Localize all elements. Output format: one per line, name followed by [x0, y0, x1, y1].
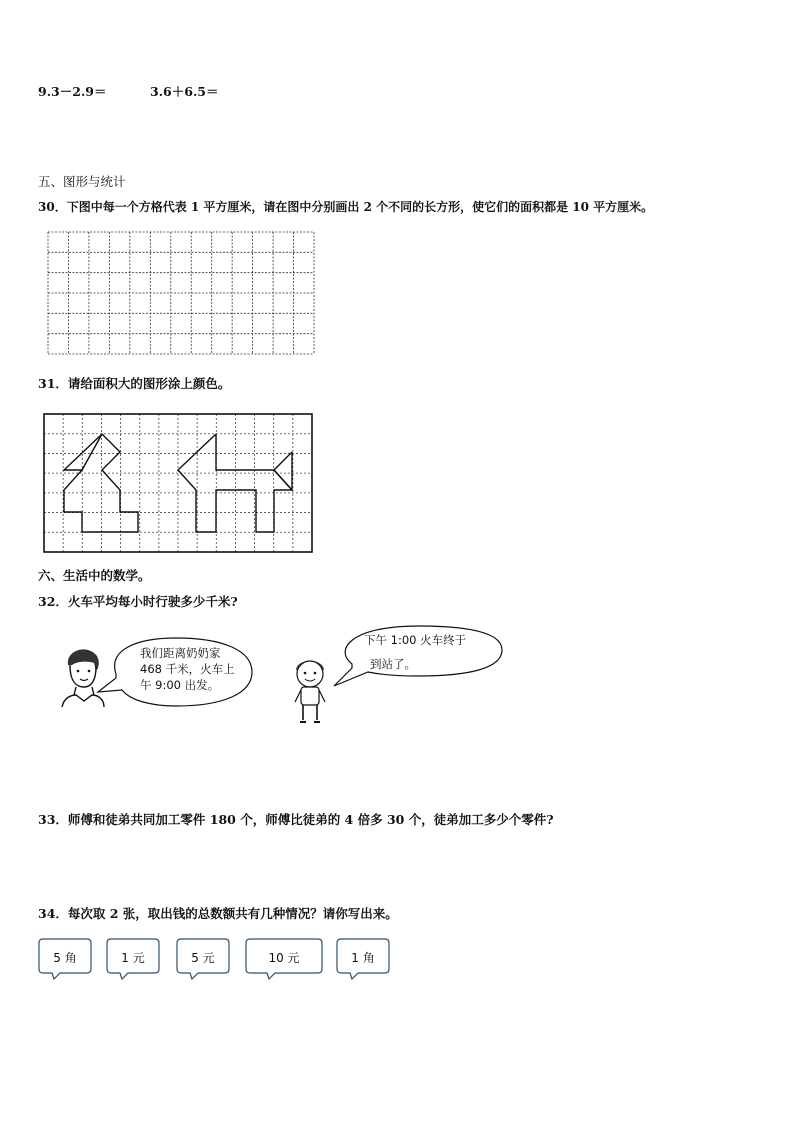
- speech-right-line-1: 下午 1:00 火车终于: [364, 633, 467, 647]
- expression-2: 3.6＋6.5＝: [150, 84, 219, 99]
- speech-right-line-2: 到站了。: [370, 657, 416, 671]
- speech-bubble-right: [330, 620, 508, 688]
- expression-1: 9.3－2.9＝: [38, 84, 107, 99]
- boy-illustration: [292, 654, 328, 726]
- right-shape: [178, 434, 292, 532]
- section-5-title: 五、图形与统计: [38, 174, 126, 189]
- money-card-1-yuan[interactable]: [106, 938, 160, 976]
- q30-grid[interactable]: [48, 232, 314, 354]
- question-30: 30．下图中每一个方格代表 1 平方厘米，请在图中分别画出 2 个不同的长方形，使它们的面积都是 10 平方厘米。: [38, 200, 654, 214]
- money-label: 5 角: [53, 951, 77, 965]
- money-label: 5 元: [191, 951, 215, 965]
- money-card-5-jiao[interactable]: [38, 938, 92, 976]
- question-34: 34．每次取 2 张，取出钱的总数额共有几种情况？请你写出来。: [38, 906, 398, 921]
- money-card-5-yuan[interactable]: [176, 938, 230, 976]
- section-6-title: 六、生活中的数学。: [38, 568, 151, 583]
- money-card-1-jiao[interactable]: [336, 938, 390, 976]
- speech-left-line-1: 我们距离奶奶家: [140, 646, 221, 660]
- money-label: 1 元: [121, 951, 145, 965]
- left-shape: [64, 434, 138, 532]
- money-label: 10 元: [268, 951, 300, 965]
- money-card-10-yuan[interactable]: [245, 938, 323, 976]
- money-label: 1 角: [351, 951, 375, 965]
- speech-left-line-3: 午 9:00 出发。: [140, 678, 220, 692]
- question-32: 32．火车平均每小时行驶多少千米?: [38, 594, 238, 609]
- q31-figure-grid[interactable]: [44, 414, 312, 552]
- question-33: 33．师傅和徒弟共同加工零件 180 个，师傅比徒弟的 4 倍多 30 个，徒弟加工多少个零件?: [38, 812, 554, 827]
- question-31: 31．请给面积大的图形涂上颜色。: [38, 376, 231, 391]
- speech-left-line-2: 468 千米，火车上: [140, 662, 235, 676]
